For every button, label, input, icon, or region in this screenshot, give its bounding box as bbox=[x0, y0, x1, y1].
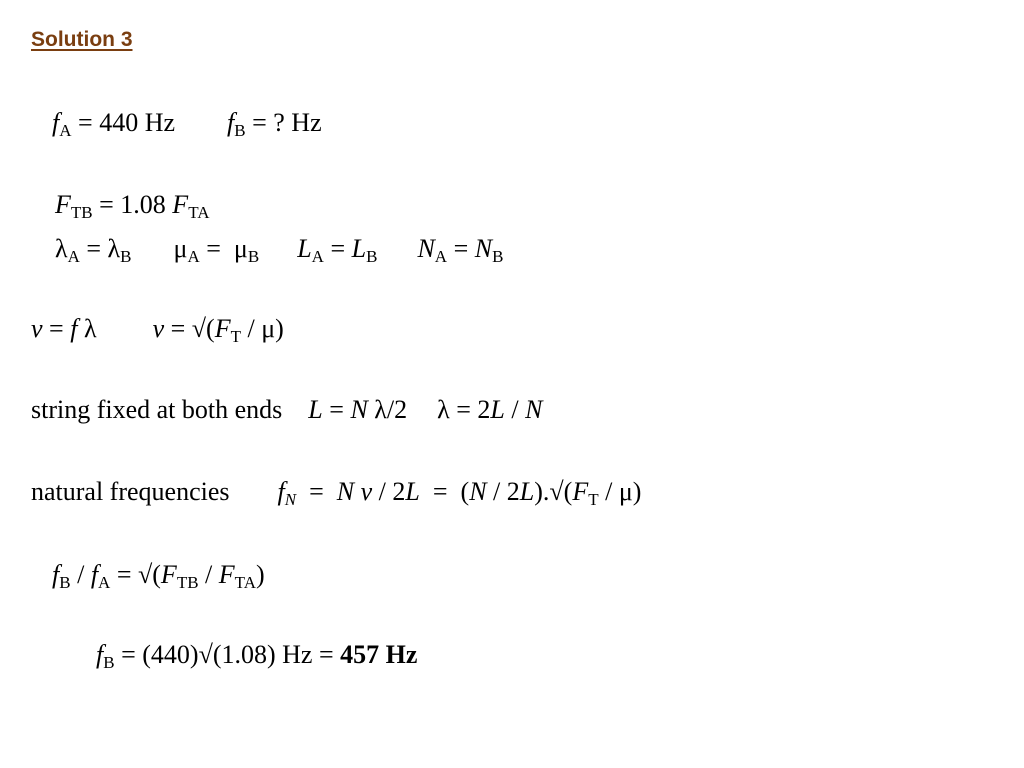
result-line: $f_B = (440)√(1.08) Hz = 457$ Hz bbox=[96, 640, 418, 672]
equal-quantities-line: $\lambda_A = \lambda_B$ $\mu_A = \mu_B$ $L_A = L_B$ $N_A = N_B$ bbox=[55, 234, 504, 266]
natural-frequencies-label: natural frequencies bbox=[31, 477, 230, 506]
fB-unknown: ? Hz bbox=[273, 108, 322, 137]
result-expression: (440)√(1.08) Hz bbox=[142, 640, 313, 669]
natural-frequencies-line: natural frequencies $f_N = N$ $v / 2L = (N / 2L).√(F_T / \mu)$ bbox=[31, 477, 642, 509]
wave-speed-line: v = f λ $v = √(F_T / \mu)$ bbox=[31, 314, 284, 346]
solution-title: Solution 3 bbox=[31, 28, 133, 51]
fA-value: 440 Hz bbox=[99, 108, 176, 137]
frequency-ratio-line: $f_B / f_A = √(F_{TB} / F_{TA})$ bbox=[52, 560, 265, 592]
boundary-condition-line: string fixed at both ends L = N λ/2 λ = 2L / N bbox=[31, 395, 543, 424]
result-value: 457 Hz bbox=[340, 640, 418, 669]
string-fixed-label: string fixed at both ends bbox=[31, 395, 283, 424]
tension-relation-line: $F_{TB} = 1.08$ $F_{TA}$ bbox=[55, 190, 210, 222]
given-frequencies-line: $f_A = 440$ Hz $f_B$ = ? Hz bbox=[52, 108, 322, 140]
tension-ratio-value: 1.08 bbox=[120, 190, 166, 219]
